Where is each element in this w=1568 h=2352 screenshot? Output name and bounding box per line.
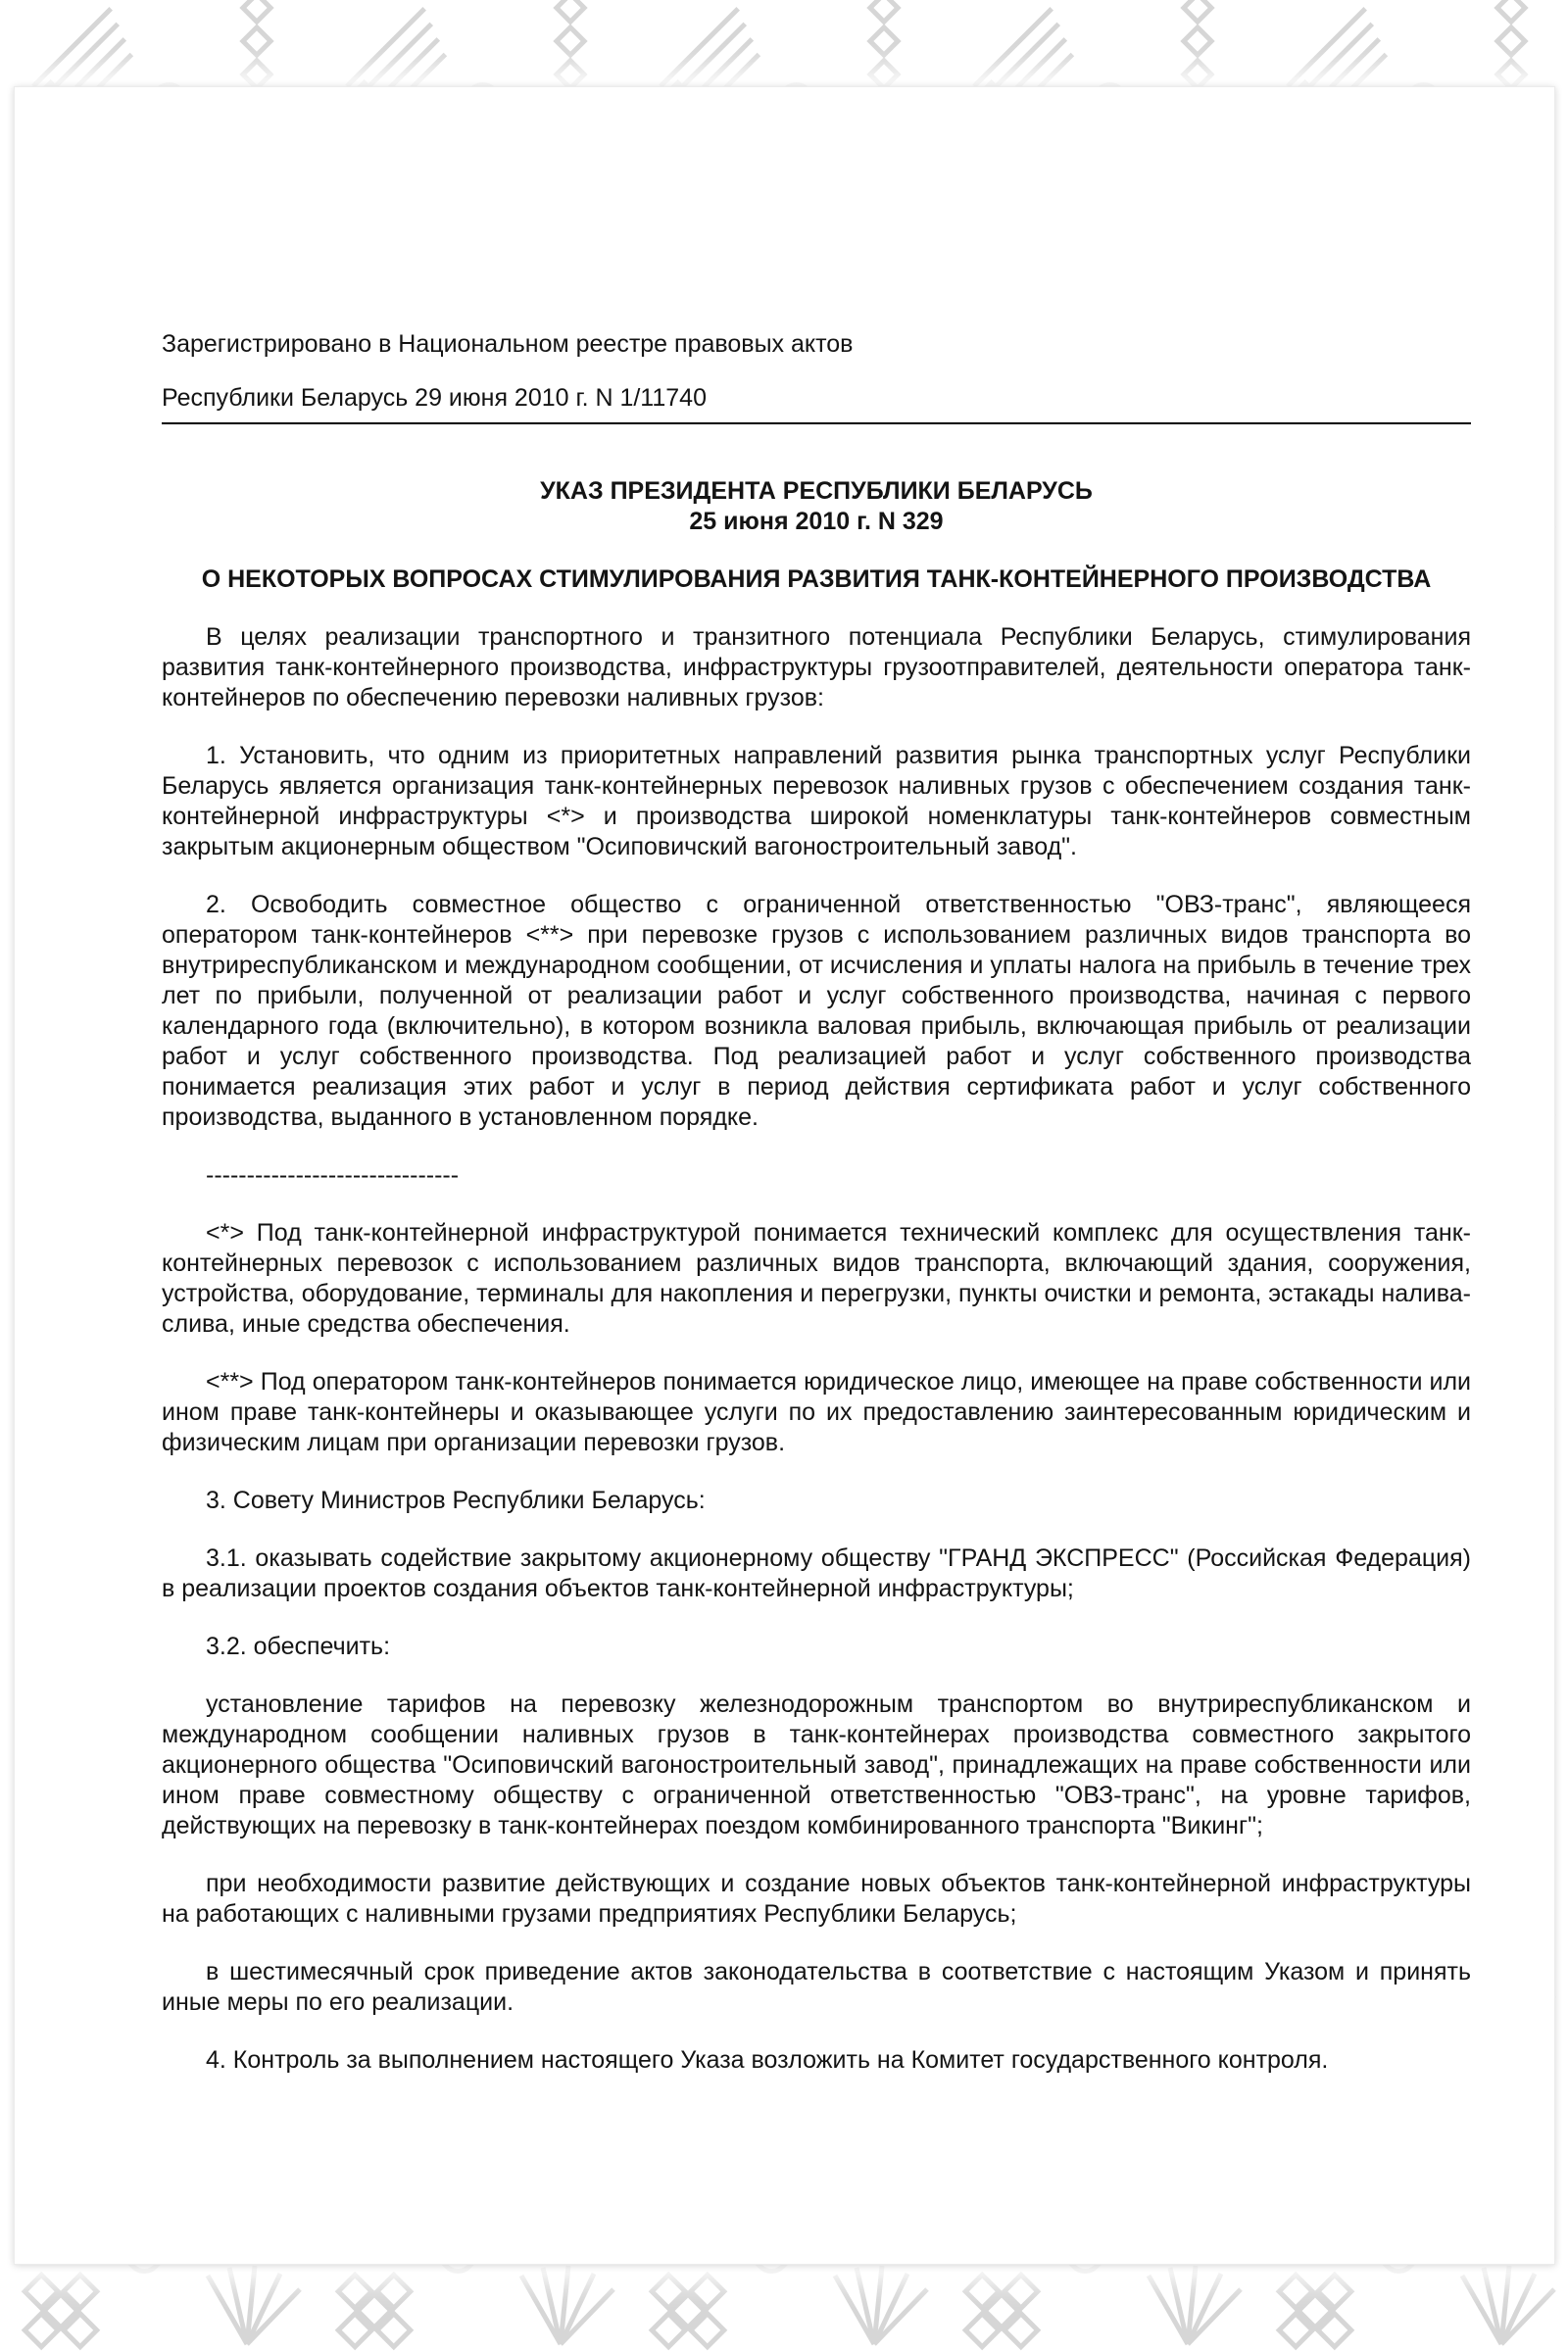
decree-subject-heading: О НЕКОТОРЫХ ВОПРОСАХ СТИМУЛИРОВАНИЯ РАЗВИТИЯ ТАНК-КОНТЕЙНЕРНОГО ПРОИЗВОДСТВА — [201, 565, 1432, 593]
footnote-separator: ------------------------------- — [206, 1161, 460, 1189]
paragraph-infrastructure: при необходимости развитие действующих и создание новых объектов танк-контейнерной инфраструктуры на работающих с наливными грузами предприятиях Республики Беларусь; — [162, 1870, 1471, 1928]
footnote-double-asterisk: <**> Под оператором танк-контейнеров понимается юридическое лицо, имеющее на праве собственности или ином праве танк-контейнеры и оказывающее услуги по их предоставлению заинтересованным юридическим и физическим лицам при организации перевозки грузов. — [162, 1368, 1471, 1456]
paragraph-tariffs: установление тарифов на перевозку железнодорожным транспортом во внутриреспубликанском и международном сообщении наливных грузов в танк-контейнерах производства совместного закрытого акционерного общества "Осиповичский вагоностроительный завод", принадлежащих на праве собственности или ином праве совместному обществу с ограниченной ответственностью "ОВЗ-транс", на уровне тарифов, действующих на перевозку в танк-контейнерах поездом комбинированного транспорта "Викинг"; — [162, 1690, 1471, 1839]
decree-title-date-number: 25 июня 2010 г. N 329 — [689, 508, 944, 535]
paragraph-item-3-1: 3.1. оказывать содействие закрытому акционерному обществу "ГРАНД ЭКСПРЕСС" (Российская Федерация) в реализации проектов создания объектов танк-контейнерной инфраструктуры; — [162, 1544, 1471, 1602]
paragraph-six-months: в шестимесячный срок приведение актов законодательства в соответствие с настоящим Указом и принять иные меры по его реализации. — [162, 1958, 1471, 2016]
paragraph-item-3-2: 3.2. обеспечить: — [206, 1633, 391, 1660]
registration-line-2: Республики Беларусь 29 июня 2010 г. N 1/11740 — [162, 384, 707, 412]
decree-title — [162, 476, 1471, 537]
paragraph-item-1: 1. Установить, что одним из приоритетных направлений развития рынка транспортных услуг Республики Беларусь является организация танк-контейнерных перевозок наливных грузов с обеспечением создания танк-контейнерной инфраструктуры <*> и производства широкой номенклатуры танк-контейнеров совместным закрытым акционерным обществом "Осиповичский вагоностроительный завод". — [162, 742, 1471, 860]
registration-line-1: Зарегистрировано в Национальном реестре правовых актов — [162, 330, 854, 358]
paragraph-preamble: В целях реализации транспортного и транзитного потенциала Республики Беларусь, стимулирования развития танк-контейнерного производства, инфраструктуры грузоотправителей, деятельности оператора танк-контейнеров по обеспечению перевозки наливных грузов: — [162, 623, 1471, 711]
document-page — [14, 86, 1555, 2265]
paragraph-item-4: 4. Контроль за выполнением настоящего Указа возложить на Комитет государственного контроля. — [206, 2046, 1329, 2074]
paragraph-item-3: 3. Совету Министров Республики Беларусь: — [206, 1487, 706, 1514]
document-content — [162, 329, 1471, 2076]
paragraph-item-2: 2. Освободить совместное общество с ограниченной ответственностью "ОВЗ-транс", являющееся оператором танк-контейнеров <**> при перевозке грузов с использованием различных видов транспорта во внутриреспубликанском и международном сообщении, от исчисления и уплаты налога на прибыль в течение трех лет по прибыли, полученной от реализации работ и услуг собственного производства, начиная с первого календарного года (включительно), в котором возникла валовая прибыль, включающая прибыль от реализации работ и услуг собственного производства. Под реализацией работ и услуг собственного производства понимается реализация этих работ и услуг в период действия сертификата работ и услуг собственного производства, выданного в установленном порядке. — [162, 891, 1471, 1131]
divider-line — [162, 422, 1471, 424]
footnote-asterisk: <*> Под танк-контейнерной инфраструктурой понимается технический комплекс для осуществления танк-контейнерных перевозок с использованием различных видов транспорта, включающий здания, сооружения, устройства, оборудование, терминалы для накопления и перегрузки, пункты очистки и ремонта, эстакады налива-слива, иные средства обеспечения. — [162, 1219, 1471, 1338]
decree-title-name: УКАЗ ПРЕЗИДЕНТА РЕСПУБЛИКИ БЕЛАРУСЬ — [540, 477, 1093, 505]
